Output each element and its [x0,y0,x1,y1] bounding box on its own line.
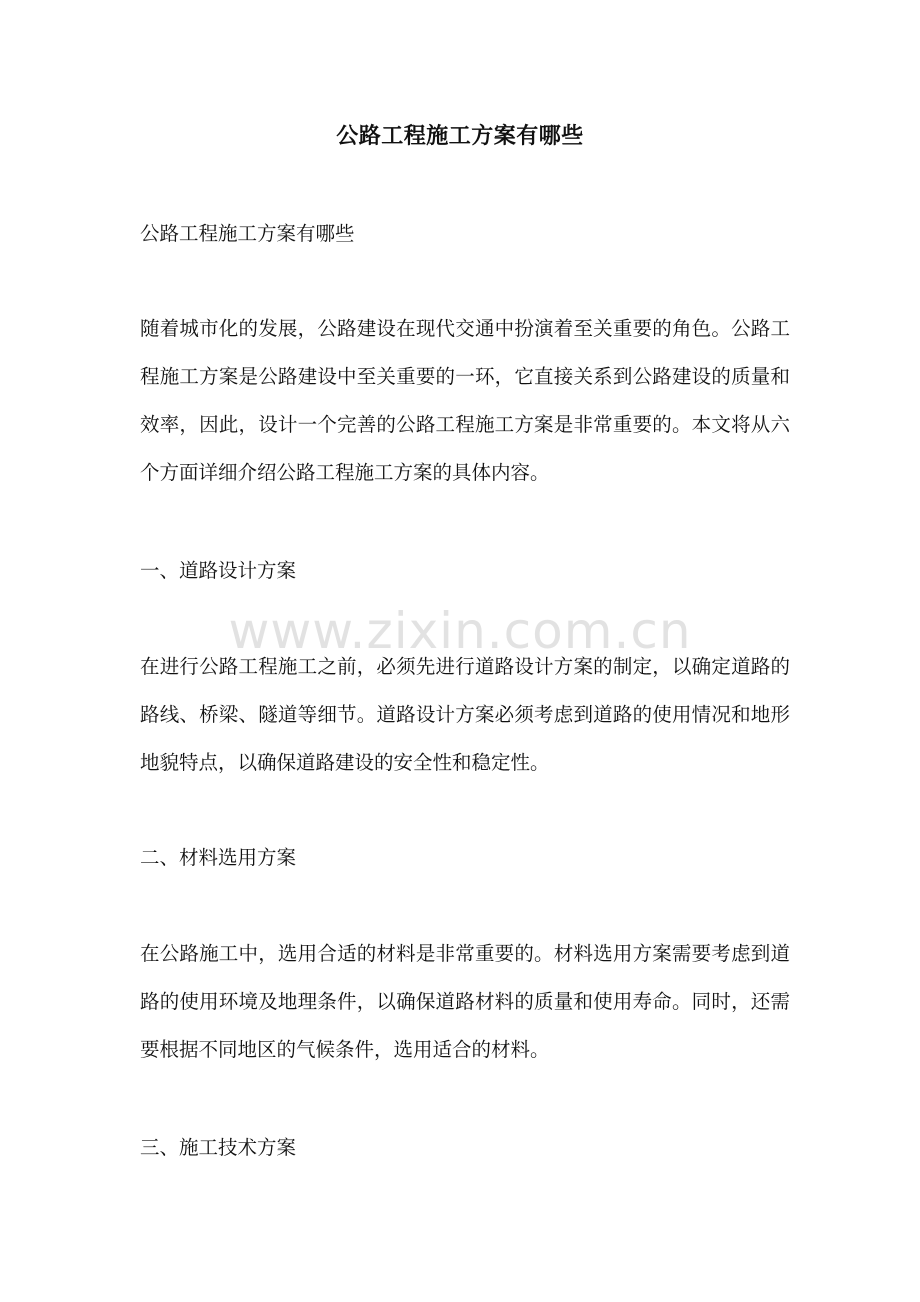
section-body-road-design: 在进行公路工程施工之前，必须先进行道路设计方案的制定，以确定道路的路线、桥梁、隧道等细节。道路设计方案必须考虑到道路的使用情况和地形地貌特点，以确保道路建设的安全性和稳定性。 [140,655,790,774]
document-subtitle: 公路工程施工方案有哪些 [140,222,355,245]
watermark: www.zixin.com.cn [228,602,692,660]
document-title: 公路工程施工方案有哪些 [336,123,584,149]
intro-paragraph: 随着城市化的发展，公路建设在现代交通中扮演着至关重要的角色。公路工程施工方案是公路建设中至关重要的一环，它直接关系到公路建设的质量和效率，因此，设计一个完善的公路工程施工方案是非常重要的。本文将从六个方面详细介绍公路工程施工方案的具体内容。 [140,317,790,484]
section-heading-road-design: 一、道路设计方案 [140,559,297,582]
section-heading-construction-technology: 三、施工技术方案 [140,1136,297,1159]
section-body-material-selection: 在公路施工中，选用合适的材料是非常重要的。材料选用方案需要考虑到道路的使用环境及地理条件，以确保道路材料的质量和使用寿命。同时，还需要根据不同地区的气候条件，选用适合的材料。 [140,942,790,1061]
section-heading-material-selection: 二、材料选用方案 [140,846,297,869]
